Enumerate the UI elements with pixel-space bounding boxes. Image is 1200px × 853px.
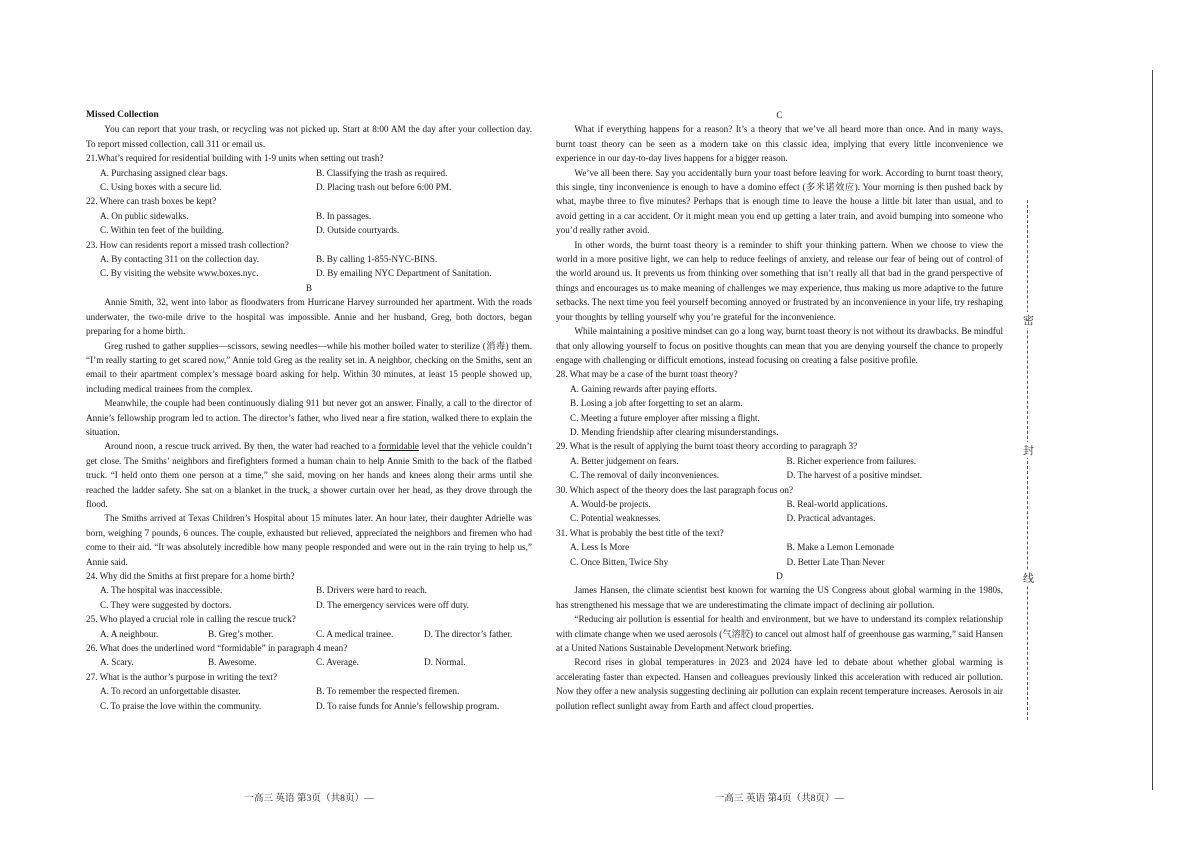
question-23-option-a: A. By contacting 311 on the collection day.	[100, 254, 260, 265]
question-22-option-a: A. On public sidewalks.	[100, 210, 189, 221]
question-26-options	[86, 655, 532, 669]
passage-b-p4-after: level that the vehicle couldn’t get close. The Smiths’ neighbors and firefighters formed a human chain to help Annie Smith to the back of the flatbed truck. “I held onto them one person at a time,” she said, moving on her hands and knees along their arms until she reached the ladder safety. She sat on a blanket in the truck, a shower curtain over her head, as they drove through the flood.	[86, 441, 532, 509]
question-28-option-a-row	[556, 382, 1003, 396]
question-30-option-b: B. Real-world applications.	[786, 498, 888, 509]
question-29-option-b: B. Richer experience from failures.	[786, 455, 917, 466]
question-22-option-c: C. Within ten feet of the building.	[100, 225, 224, 236]
question-24-option-a: A. The hospital was inaccessible.	[100, 585, 223, 596]
question-26-option-a: A. Scary.	[100, 657, 134, 668]
question-31-option-b: B. Make a Lemon Lemonade	[786, 542, 894, 553]
question-22-options-row1	[86, 209, 532, 223]
passage-b-p4-before: Around noon, a rescue truck arrived. By then, the water had reached to a	[104, 441, 379, 452]
scan-edge-line	[1152, 70, 1153, 790]
passage-d-paragraph-1: James Hansen, the climate scientist best known for warning the US Congress about global warming in the 1980s, has strengthened his message that we are underestimating the climate impact of declining air pollution.	[556, 585, 1003, 610]
question-22-option-d: D. Outside courtyards.	[316, 225, 400, 236]
question-29-option-a: A. Better judgement on fears.	[570, 455, 679, 466]
question-21-option-b: B. Classifying the trash as required.	[316, 167, 448, 178]
binding-dashed-line	[1027, 200, 1028, 720]
passage-c-paragraph-4: While maintaining a positive mindset can go a long way, burnt toast theory is not without its drawbacks. Be mindful that only allowing yourself to focus on positive thoughts can mean that you are denying yourself the chance to properly engage with challenging or difficult emotions, instead focusing on creating a false positive profile.	[556, 326, 1003, 365]
question-23-options-row1	[86, 252, 532, 266]
question-31-stem: 31. What is probably the best title of the text?	[556, 527, 724, 538]
binding-mark-xian: 线	[1023, 572, 1034, 585]
intro-paragraph	[86, 122, 532, 151]
section-title-missed-collection: Missed Collection	[86, 109, 159, 120]
question-28-option-c-row	[556, 411, 1003, 425]
question-25-option-d: D. The director’s father.	[424, 628, 513, 639]
question-23-option-b: B. By calling 1-855-NYC-BINS.	[316, 254, 438, 265]
passage-b-paragraph-4	[86, 439, 532, 511]
underlined-word-formidable: formidable	[378, 441, 419, 452]
question-25-stem: 25. Who played a crucial role in calling the rescue truck?	[86, 614, 296, 625]
question-28-option-b: B. Losing a job after forgetting to set an alarm.	[570, 398, 743, 409]
question-31-option-a: A. Less Is More	[570, 542, 630, 553]
question-28-option-d-row	[556, 425, 1003, 439]
question-22-options-row2	[86, 223, 532, 237]
question-27-option-b: B. To remember the respected firemen.	[316, 686, 460, 697]
binding-mark-mi: 密	[1023, 314, 1034, 327]
right-page	[556, 0, 1003, 853]
question-29-option-c: C. The removal of daily inconveniences.	[570, 470, 720, 481]
question-24-option-b: B. Drivers were hard to reach.	[316, 585, 427, 596]
passage-d-paragraph-2: “Reducing air pollution is essential for health and environment, but we have to understand its complex relationship with climate change when we used aerosols (气溶胶) to cancel out almost half of greenhouse gas warming,” said Hansen at a United Nations Sustainable Development Network briefing.	[556, 614, 1003, 654]
question-24-stem: 24. Why did the Smiths at first prepare for a home birth?	[86, 571, 295, 581]
question-21-options-row2	[86, 180, 532, 194]
question-26-stem: 26. What does the underlined word “formidable” in paragraph 4 mean?	[86, 643, 348, 654]
question-31-option-c: C. Once Bitten, Twice Shy	[570, 556, 669, 567]
question-30-option-d: D. Practical advantages.	[786, 513, 876, 524]
question-27-options-row1	[86, 684, 532, 698]
question-23-option-d: D. By emailing NYC Department of Sanitation.	[316, 268, 492, 279]
question-23-stem: 23. How can residents report a missed trash collection?	[86, 239, 289, 250]
question-28-option-d: D. Mending friendship after clearing misunderstandings.	[570, 426, 779, 437]
question-21-option-c: C. Using boxes with a secure lid.	[100, 182, 222, 193]
passage-b-paragraph-5: The Smiths arrived at Texas Children’s Hospital about 15 minutes later. An hour later, their daughter Adrielle was born, weighing 7 pounds, 6 ounces. The couple, exhausted but relieved, appreciated the neighbors and firemen who had come to their aid. “It was absolutely incredible how many people responded and were out in the rain trying to help us,” Annie said.	[86, 513, 532, 567]
question-24-option-c: C. They were suggested by doctors.	[100, 599, 232, 610]
passage-c-paragraph-3: In other words, the burnt toast theory is a reminder to shift your thinking pattern. When we choose to view the world in a more positive light, we can help to reduce feelings of anxiety, and release our fear of being out of control of the world around us. It prevents us from thinking over something that isn’t really all that bad in the grand perspective of things and encourages us to make meaning of challenges we may experience, thus making us more adaptive to the future setbacks. The next time you feel yourself becoming annoyed or frustrated by an inconvenience in your life, try reshaping your thoughts by telling yourself why you’re grateful for the inconvenience.	[556, 239, 1003, 322]
question-27-option-c: C. To praise the love within the community.	[100, 700, 262, 711]
question-26-option-b: B. Awesome.	[208, 657, 257, 668]
question-23-options-row2	[86, 266, 532, 280]
question-24-options-row2	[86, 598, 532, 612]
question-27-options-row2	[86, 699, 532, 713]
question-21-options-row1	[86, 166, 532, 180]
passage-d-paragraph-3: Record rises in global temperatures in 2023 and 2024 have led to debate about whether global warming is accelerating faster than expected. Hansen and colleagues previously linked this acceleration with reduced air pollution. Now they offer a new analysis suggesting declining air pollution can explain recent temperature increases. Aerosols in air pollution reflect sunlight away from Earth and affect cloud properties.	[556, 657, 1003, 711]
question-27-option-d: D. To raise funds for Annie’s fellowship program.	[316, 700, 500, 711]
passage-b-paragraph-2: Greg rushed to gather supplies—scissors, sewing needles—while his mother boiled water to sterilize (消毒) them. “I’m really starting to get scared now,” Annie told Greg as the reality set in. A neighbor, checking on the Smiths, sent an email to their apartment complex’s message board asking for help. Within 30 minutes, at least 15 people showed up, including medical trainees from the complex.	[86, 340, 532, 394]
question-25-option-b: B. Greg’s mother.	[208, 628, 274, 639]
question-28-option-a: A. Gaining rewards after paying efforts.	[570, 383, 718, 394]
question-25-options	[86, 627, 532, 641]
question-21-stem: 21.What’s required for residential building with 1-9 units when setting out trash?	[86, 153, 384, 164]
passage-c-paragraph-2: We’ve all been there. Say you accidentally burn your toast before leaving for work. According to burnt toast theory, this single, tiny inconvenience is enough to have a domino effect (多米诺效应). Your morning is then pushed back by what, maybe three to five minutes? Perhaps that is enough time to leave the house a little bit later than usual, and to avoid getting in a car accident. Or it might mean you end up getting a later train, and avoid bumping into someone who you’d really rather avoid.	[556, 167, 1003, 236]
passage-c-paragraph-1: What if everything happens for a reason? It’s a theory that we’ve all heard more than once. And in many ways, burnt toast theory can be seen as a modern take on this classic idea, implying that every little inconvenience we experience in our day-to-day lives happens for a bigger reason.	[556, 124, 1003, 164]
question-22-stem: 22. Where can trash boxes be kept?	[86, 196, 217, 207]
question-30-options-row1	[556, 497, 1003, 511]
passage-b-paragraph-3: Meanwhile, the couple had been continuously dialing 911 but never got an answer. Finally, a call to the director of Annie’s fellowship program led to action. The director’s father, who lived near a fire station, walked there to explain the situation.	[86, 398, 532, 437]
section-label-d: D	[776, 571, 783, 581]
question-24-option-d: D. The emergency services were off duty.	[316, 599, 469, 610]
question-30-options-row2	[556, 511, 1003, 525]
question-31-options-row1	[556, 540, 1003, 554]
left-page-footer: 一高三 英语 第3页（共8页）—	[244, 793, 374, 804]
question-29-options-row2	[556, 468, 1003, 482]
question-27-option-a: A. To record an unforgettable disaster.	[100, 686, 241, 697]
question-29-options-row1	[556, 454, 1003, 468]
section-label-c: C	[776, 110, 783, 120]
question-29-option-d: D. The harvest of a positive mindset.	[786, 470, 923, 481]
question-26-option-d: D. Normal.	[424, 657, 466, 668]
section-label-b: B	[305, 282, 313, 293]
question-28-option-c: C. Meeting a future employer after missing a flight.	[570, 412, 760, 423]
question-31-options-row2	[556, 555, 1003, 569]
question-22-option-b: B. In passages.	[316, 210, 372, 221]
question-28-stem: 28. What may be a case of the burnt toast theory?	[556, 369, 738, 380]
question-25-option-a: A. A neighbour.	[100, 628, 159, 639]
question-21-option-d: D. Placing trash out before 6:00 PM.	[316, 182, 452, 193]
question-21-option-a: A. Purchasing assigned clear bags.	[100, 167, 228, 178]
question-30-option-c: C. Potential weaknesses.	[570, 513, 661, 524]
passage-b-paragraph-1: Annie Smith, 32, went into labor as floodwaters from Hurricane Harvey surrounded her apartment. With the roads underwater, the two-mile drive to the hospital was impossible. Annie and her husband, Greg, both doctors, began preparing for a home birth.	[86, 297, 532, 337]
question-23-option-c: C. By visiting the website www.boxes.nyc.	[100, 268, 259, 279]
left-page	[86, 0, 532, 853]
question-30-option-a: A. Would-be projects.	[570, 498, 651, 509]
question-25-option-c: C. A medical trainee.	[316, 628, 394, 639]
question-24-options-row1	[86, 583, 532, 597]
intro-line-2: collection day. To report missed collection, call 311 or email us.	[86, 124, 533, 149]
right-column	[556, 108, 1003, 713]
question-31-option-d: D. Better Late Than Never	[786, 556, 885, 567]
right-page-footer: 一高三 英语 第4页（共8页）—	[714, 793, 845, 804]
binding-mark-feng: 封	[1023, 444, 1034, 457]
question-27-stem: 27. What is the author’s purpose in writing the text?	[86, 671, 278, 682]
intro-line-1: You can report that your trash, or recycling was not picked up. Start at 8:00 AM the day after your	[104, 124, 476, 135]
left-column	[86, 108, 532, 713]
question-29-stem: 29. What is the result of applying the burnt toast theory according to paragraph 3?	[556, 441, 858, 452]
question-28-option-b-row	[556, 396, 1003, 410]
question-30-stem: 30. Which aspect of the theory does the last paragraph focus on?	[556, 484, 794, 495]
question-26-option-c: C. Average.	[316, 657, 359, 668]
